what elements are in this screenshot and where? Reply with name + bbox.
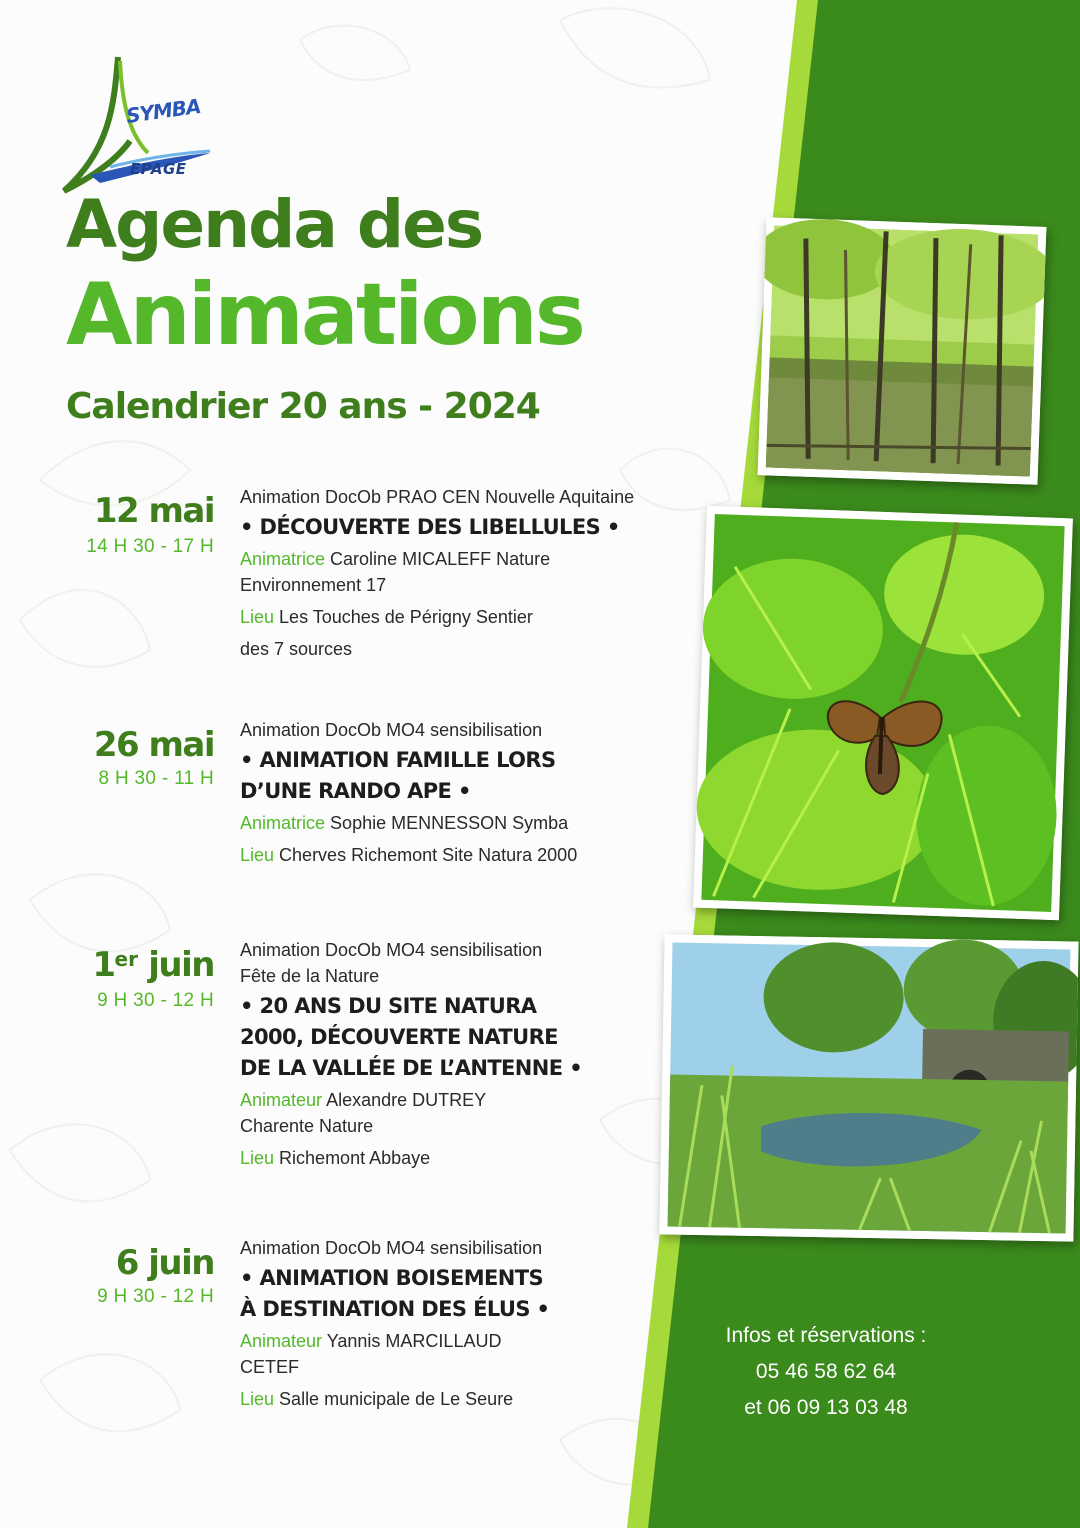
contact-label: Infos et réservations : [725, 1324, 927, 1347]
host-name: Sophie MENNESSON Symba [330, 813, 569, 833]
logo-subtitle: EPAGE [130, 160, 187, 178]
event-details [240, 937, 710, 1171]
event-time: 9 H 30 - 12 H [97, 990, 214, 1011]
flooded-forest-photo [758, 217, 1047, 485]
host-name-cont: Charente Nature [240, 1116, 374, 1136]
contact-phone-1: 05 46 58 62 64 [755, 1360, 897, 1383]
event-details [240, 717, 710, 868]
place-name: Cherves Richemont Site Natura 2000 [279, 845, 578, 865]
event-time: 8 H 30 - 11 H [98, 768, 214, 789]
contact-info [666, 1318, 986, 1426]
title-line-1: Agenda des [66, 186, 483, 263]
host-label: Animateur [240, 1090, 323, 1110]
date-ordinal: er [114, 947, 138, 971]
host-label: Animatrice [240, 549, 326, 569]
host-name-cont: CETEF [240, 1357, 300, 1377]
place-label: Lieu [240, 1389, 275, 1409]
place-name: Les Touches de Périgny Sentier [279, 607, 533, 627]
event-headline [240, 745, 710, 807]
event-headline [240, 1263, 710, 1325]
place-label: Lieu [240, 845, 275, 865]
date-day: 1 [92, 945, 115, 985]
host-name: Alexandre DUTREY [326, 1090, 487, 1110]
event-program: Animation DocOb MO4 sensibilisation [240, 940, 543, 960]
headline-line: • ANIMATION BOISEMENTS [240, 1266, 543, 1290]
event-date: 26 mai [93, 725, 214, 765]
place-name: Salle municipale de Le Seure [279, 1389, 514, 1409]
river-bridge-photo [659, 934, 1078, 1241]
event-program: Animation DocOb MO4 sensibilisation [240, 720, 543, 740]
title-line-2: Animations [66, 265, 583, 365]
event-headline: • DÉCOUVERTE DES LIBELLULES • [240, 515, 620, 539]
event-details [240, 1235, 710, 1412]
headline-line: 2000, DÉCOUVERTE NATURE [240, 1025, 558, 1049]
headline-line: À DESTINATION DES ÉLUS • [240, 1297, 550, 1321]
event-details [240, 484, 710, 662]
host-label: Animatrice [240, 813, 326, 833]
event-date [92, 945, 214, 985]
event-program: Animation DocOb PRAO CEN Nouvelle Aquitaine [240, 487, 635, 507]
place-label: Lieu [240, 607, 275, 627]
headline-line: • 20 ANS DU SITE NATURA [240, 994, 537, 1018]
event-date: 6 juin [115, 1243, 214, 1283]
contact-phone-2: et 06 09 13 03 48 [744, 1396, 908, 1419]
event-program: Fête de la Nature [240, 966, 380, 986]
headline-line: • ANIMATION FAMILLE LORS [240, 748, 556, 772]
host-name: Yannis MARCILLAUD [326, 1331, 502, 1351]
logo-name: SYMBA [124, 93, 202, 128]
event-headline [240, 991, 710, 1084]
event-program: Animation DocOb MO4 sensibilisation [240, 1238, 543, 1258]
host-name: Caroline MICALEFF Nature [330, 549, 551, 569]
butterfly-photo [693, 506, 1073, 921]
headline-line: D’UNE RANDO APE • [240, 779, 471, 803]
place-name-cont: des 7 sources [240, 639, 353, 659]
host-name-cont: Environnement 17 [240, 575, 387, 595]
place-name: Richemont Abbaye [279, 1148, 431, 1168]
host-label: Animateur [240, 1331, 323, 1351]
event-date: 12 mai [93, 491, 214, 531]
date-month: juin [137, 945, 214, 985]
event-time: 14 H 30 - 17 H [86, 536, 214, 557]
subtitle: Calendrier 20 ans - 2024 [66, 386, 540, 427]
headline-line: DE LA VALLÉE DE L’ANTENNE • [240, 1056, 583, 1080]
event-time: 9 H 30 - 12 H [97, 1286, 214, 1307]
place-label: Lieu [240, 1148, 275, 1168]
